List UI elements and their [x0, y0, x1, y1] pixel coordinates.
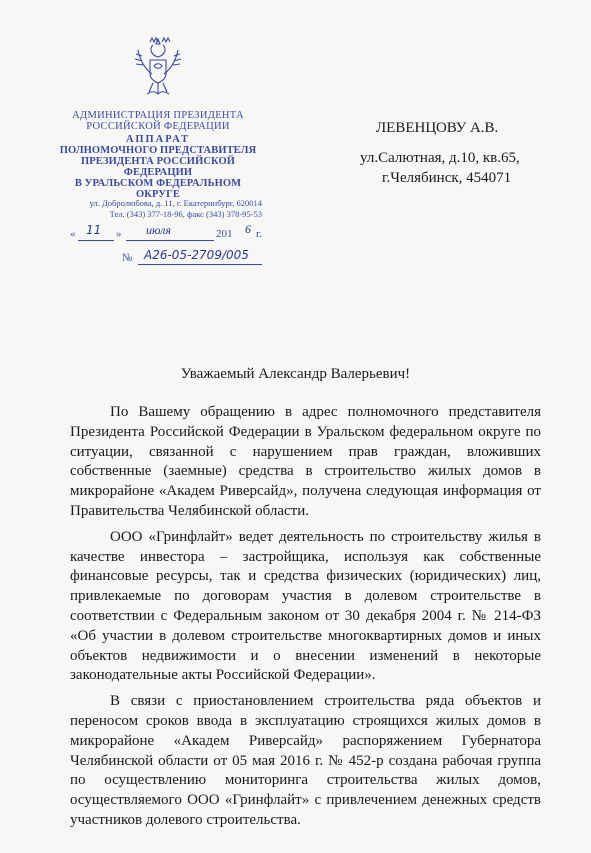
- address-line-1: ул. Добролюбова, д. 11, г. Екатеринбург, 620014: [89, 198, 262, 208]
- date-year-prefix: 201: [216, 228, 233, 240]
- document-number: [122, 248, 262, 268]
- rep-line-3: В УРАЛЬСКОМ ФЕДЕРАЛЬНОМ ОКРУГЕ: [74, 178, 242, 200]
- recipient-street: ул.Салютная, д.10, кв.65,: [360, 150, 520, 166]
- org-line-1: АДМИНИСТРАЦИЯ ПРЕЗИДЕНТА: [72, 110, 244, 121]
- recipient-city: г.Челябинск, 454071: [382, 170, 512, 186]
- rep-line-2: ПРЕЗИДЕНТА РОССИЙСКОЙ ФЕДЕРАЦИИ: [80, 156, 236, 178]
- date-close-quote: »: [116, 228, 122, 240]
- number-value: А26-05-2709/005: [144, 248, 249, 262]
- date-year-suffix: г.: [256, 228, 263, 240]
- date-day-underline: [78, 240, 114, 241]
- date-month: июля: [146, 223, 171, 237]
- rep-line-1: ПОЛНОМОЧНОГО ПРЕДСТАВИТЕЛЯ: [59, 145, 257, 156]
- paragraph-3: В связи с приостановлением строительства ряда объектов и переносом сроков ввода в эксплуатацию строящихся жилых домов в микрорайоне «Академ Риверсайд» распоряжением Губернатора Челябинской области от 05 мая 2016 г. № 452-р создана рабочая группа по осуществлению мониторинга строительства жилых домов, осуществляемого ООО «Гринфлайт» с привлечением денежных средств участников долевого строительства.: [70, 693, 541, 828]
- paragraph-1: По Вашему обращению в адрес полномочного представителя Президента Российской Федерации в Уральском федеральном округе по ситуации, связанной с нарушением прав граждан, вложивших собственные (заемные) средства в строительство жилых домов в микрорайоне «Академ Риверсайд», получена следующая информация от Правительства Челябинской области.: [70, 404, 541, 519]
- date-open-quote: «: [70, 228, 76, 240]
- greeting: Уважаемый Александр Валерьевич!: [180, 366, 411, 382]
- letterhead-address: [58, 198, 262, 220]
- letterhead: [58, 110, 258, 200]
- recipient-name: ЛЕВЕНЦОВУ А.В.: [376, 120, 499, 136]
- number-underline: [138, 264, 262, 265]
- date-day: 11: [86, 223, 102, 237]
- date-line: [70, 222, 266, 244]
- date-year-digit: 6: [245, 222, 251, 236]
- address-line-2: Тел. (343) 377-18-96, факс (343) 378-95-53: [109, 209, 262, 219]
- apparat-title: АППАРАТ: [126, 134, 190, 145]
- coat-of-arms-icon: [133, 36, 183, 98]
- letter-body: [70, 403, 541, 837]
- org-line-2: РОССИЙСКОЙ ФЕДЕРАЦИИ: [86, 121, 230, 132]
- date-month-underline: [126, 240, 214, 241]
- number-label: №: [122, 252, 133, 264]
- recipient-block: [360, 118, 570, 188]
- paragraph-2: ООО «Гринфлайт» ведет деятельность по строительству жилья в качестве инвестора – застройщика, используя как собственные финансовые ресурсы, так и средства физических (юридических) лиц, привлекаемые по договорам участия в долевом строительстве в соответствии с Федеральным законом от 30 декабря 2004 г. № 214-ФЗ «Об участии в долевом строительстве многоквартирных домов и иных объектов недвижимости и о внесении изменений в некоторые законодательные акты Российской Федерации».: [70, 528, 541, 684]
